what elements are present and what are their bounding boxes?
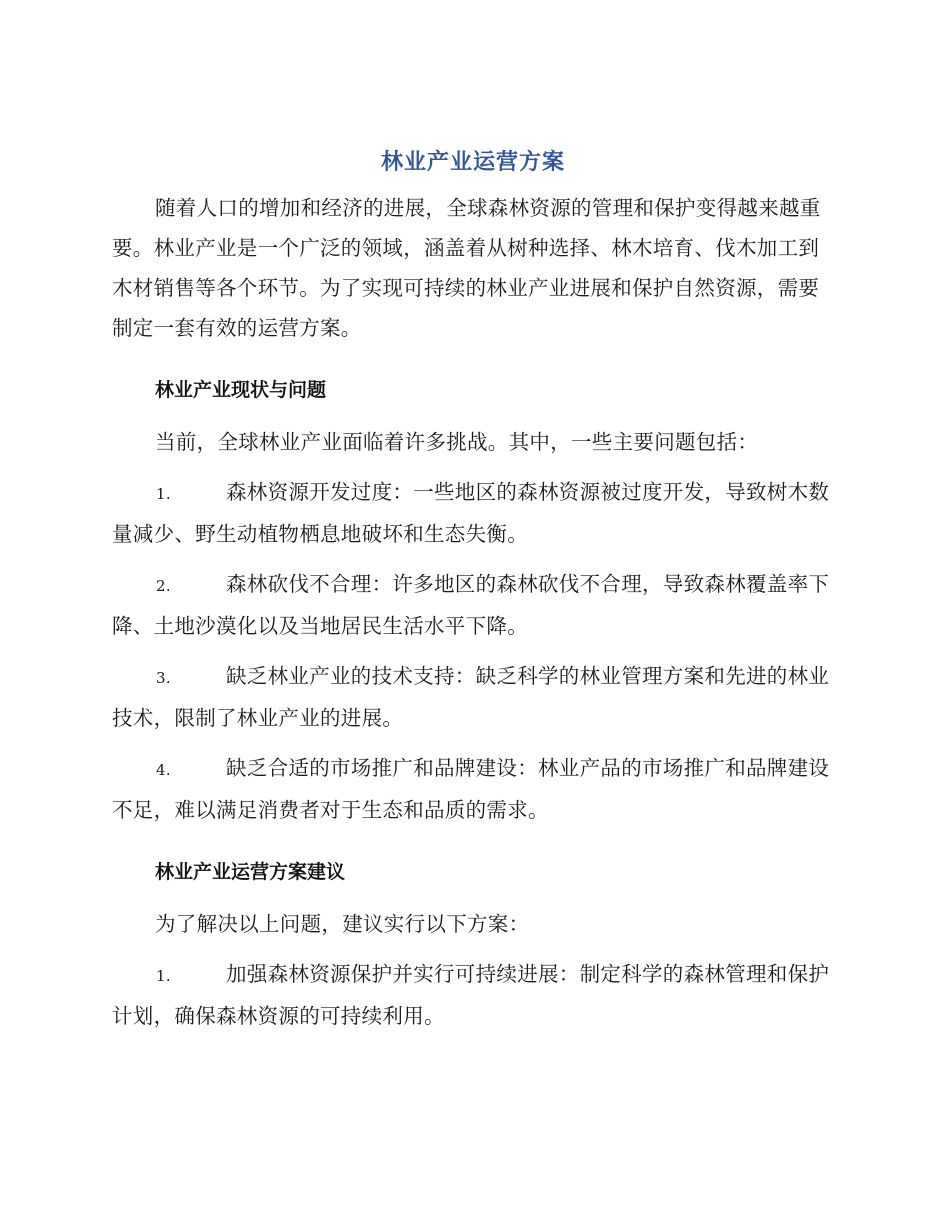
list-item-text: 森林资源开发过度：一些地区的森林资源被过度开发，导致树木数量减少、野生动植物栖息地破坏和生态失衡。: [112, 480, 830, 546]
section-lead-proposal: 为了解决以上问题，建议实行以下方案：: [155, 912, 530, 936]
list-item: [112, 472, 834, 554]
list-item-number: 2.: [156, 577, 171, 595]
section-lead-status: 当前，全球林业产业面临着许多挑战。其中，一些主要问题包括：: [155, 430, 759, 454]
document-title: 林业产业运营方案: [380, 150, 565, 175]
list-item-number: 3.: [156, 669, 171, 687]
list-item-text: 缺乏合适的市场推广和品牌建设：林业产品的市场推广和品牌建设不足，难以满足消费者对于生态和品质的需求。: [112, 756, 830, 822]
list-item-number: 4.: [156, 761, 171, 779]
list-item: [112, 656, 834, 738]
document-page: [112, 146, 834, 1036]
intro-paragraph: 随着人口的增加和经济的进展，全球森林资源的管理和保护变得越来越重要。林业产业是一个广泛的领域，涵盖着从树种选择、林木培育、伐木加工到木材销售等各个环节。为了实现可持续的林业产业进展和保护自然资源，需要制定一套有效的运营方案。: [112, 196, 821, 340]
section-heading-status: 林业产业现状与问题: [155, 379, 327, 401]
section-heading-proposal: 林业产业运营方案建议: [155, 861, 346, 883]
list-item-text: 缺乏林业产业的技术支持：缺乏科学的林业管理方案和先进的林业技术，限制了林业产业的进展。: [112, 664, 830, 730]
list-item: [112, 564, 834, 646]
list-item-text: 森林砍伐不合理：许多地区的森林砍伐不合理，导致森林覆盖率下降、土地沙漠化以及当地居民生活水平下降。: [112, 572, 830, 638]
list-item-number: 1.: [156, 967, 171, 985]
list-item: [112, 954, 834, 1036]
list-item-text: 加强森林资源保护并实行可持续进展：制定科学的森林管理和保护计划，确保森林资源的可持续利用。: [112, 962, 830, 1028]
list-item: [112, 748, 834, 830]
list-item-number: 1.: [156, 485, 171, 503]
